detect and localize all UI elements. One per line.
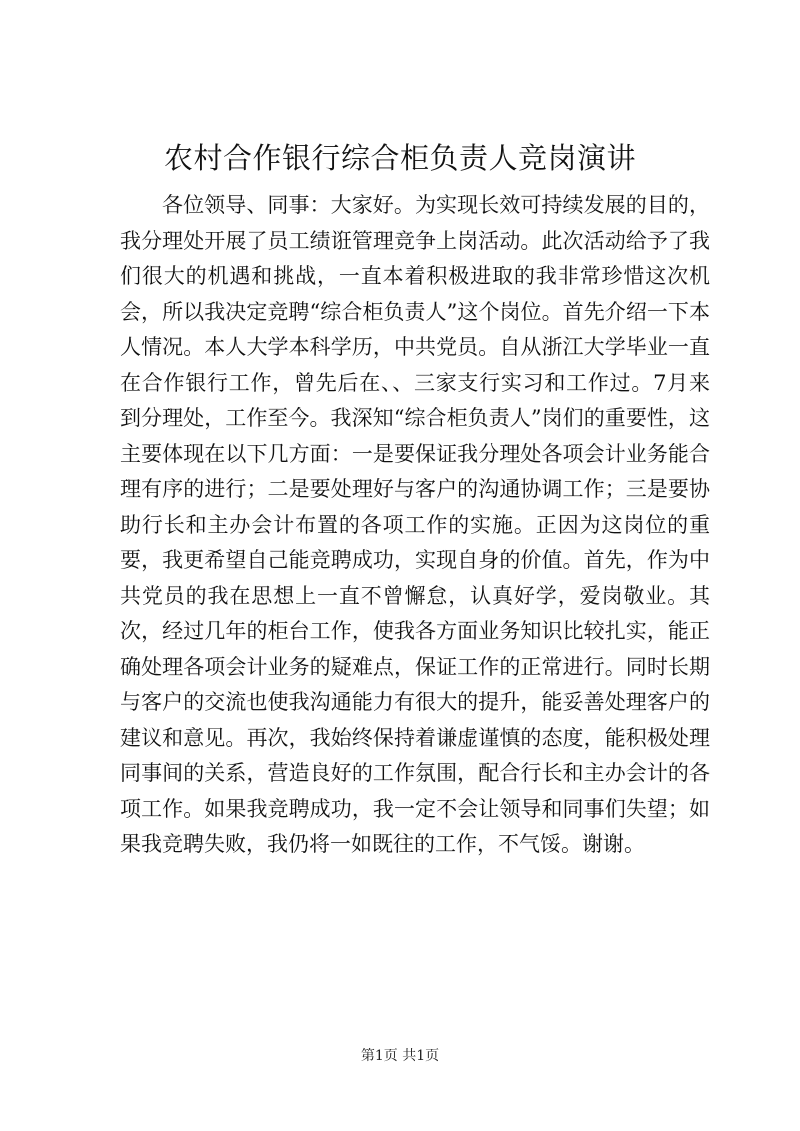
page-footer: 第1页 共1页 xyxy=(360,1048,440,1064)
document-title: 农村合作银行综合柜负责人竞岗演讲 xyxy=(163,141,636,175)
speech-body: 各位领导、同事：大家好。为实现长效可持续发展的目的，我分理处开展了员工绩诳管理竞争上岗活动。此次活动给予了我们很大的机遇和挑战，一直本着积极进取的我非常珍惜这次机会，所以我决定竞聘“综合柜负责人”这个岗位。首先介绍一下本人情况。本人大学本科学历，中共党员。自从浙江大学毕业一直在合作银行工作，曾先后在、、三家支行实习和工作过。7月来到分理处，工作至今。我深知“综合柜负责人”岗们的重要性，这主要体现在以下几方面：一是要保证我分理处各项会计业务能合理有序的进行；二是要处理好与客户的沟通协调工作；三是要协助行长和主办会计布置的各项工作的实施。正因为这岗位的重要，我更希望自己能竞聘成功，实现自身的价值。首先，作为中共党员的我在思想上一直不曾懈怠，认真好学，爱岗敬业。其次，经过几年的柜台工作，使我各方面业务知识比较扎实，能正确处理各项会计业务的疑难点，保证工作的正常进行。同时长期与客户的交流也使我沟通能力有很大的提升，能妥善处理客户的建议和意见。再次，我始终保持着谦虚谨慎的态度，能积极处理同事间的关系，营造良好的工作氛围，配合行长和主办会计的各项工作。如果我竞聘成功，我一定不会让领导和同事们失望；如果我竞聘失败，我仍将一如既往的工作，不气馁。谢谢。 xyxy=(120,193,710,856)
